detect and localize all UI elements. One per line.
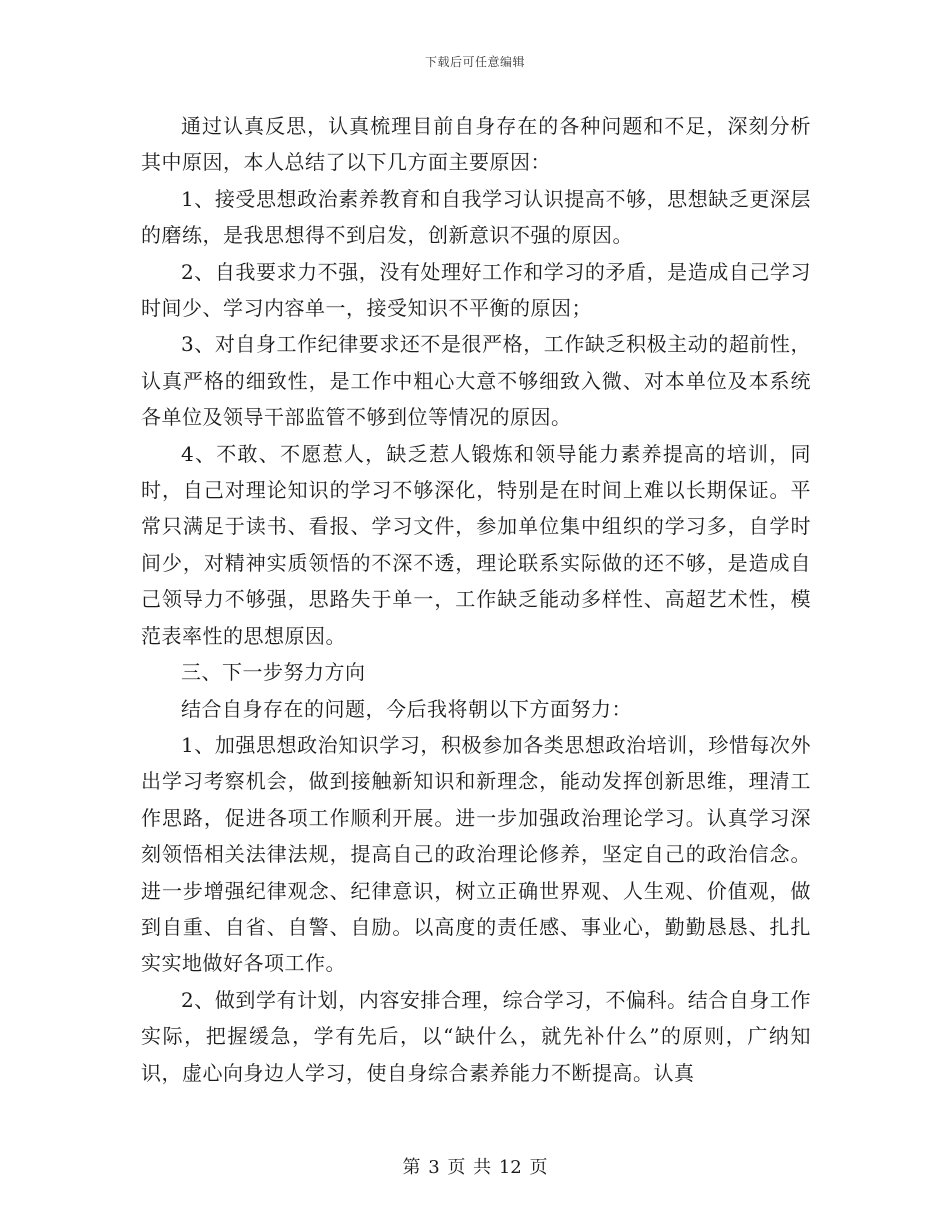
paragraph-cause-1: 1、接受思想政治素养教育和自我学习认识提高不够，思想缺乏更深层的磨练，是我思想得不到启发，创新意识不强的原因。: [141, 186, 811, 248]
page-number: 第 3 页 共 12 页: [402, 1157, 548, 1178]
paragraph-cause-4: 4、不敢、不愿惹人，缺乏惹人锻炼和领导能力素养提高的培训，同时，自己对理论知识的学习不够深化，特别是在时间上难以长期保证。平常只满足于读书、看报、学习文件，参加单位集中组织的学习多，自学时间少，对精神实质领悟的不深不透，理论联系实际做的还不够，是造成自己领导力不够强，思路失于单一，工作缺乏能动多样性、高超艺术性，模范表率性的思想原因。: [141, 441, 811, 648]
header-note: 下载后可任意编辑: [424, 55, 525, 69]
paragraph-direction-intro: 结合自身存在的问题，今后我将朝以下方面努力：: [181, 696, 632, 721]
paragraph-cause-3: 3、对自身工作纪律要求还不是很严格，工作缺乏积极主动的超前性，认真严格的细致性，是工作中粗心大意不够细致入微、对本单位及本系统各单位及领导干部监管不够到位等情况的原因。: [141, 332, 811, 430]
paragraph-intro: 通过认真反思，认真梳理目前自身存在的各种问题和不足，深刻分析其中原因，本人总结了以下几方面主要原因：: [141, 114, 811, 175]
paragraph-direction-2: 2、做到学有计划，内容安排合理，综合学习，不偏科。结合自身工作实际，把握缓急，学有先后，以“缺什么，就先补什么”的原则，广纳知识，虚心向身边人学习，使自身综合素养能力不断提高。认真: [141, 987, 811, 1085]
body-text: [141, 108, 811, 1091]
paragraph-cause-2: 2、自我要求力不强，没有处理好工作和学习的矛盾，是造成自己学习时间少、学习内容单一，接受知识不平衡的原因；: [141, 259, 811, 321]
section-heading: 三、下一步努力方向: [181, 660, 366, 685]
paragraph-direction-1: 1、加强思想政治知识学习，积极参加各类思想政治培训，珍惜每次外出学习考察机会，做到接触新知识和新理念，能动发挥创新思维，理清工作思路，促进各项工作顺利开展。进一步加强政治理论学习。认真学习深刻领悟相关法律法规，提高自己的政治理论修养，坚定自己的政治信念。进一步增强纪律观念、纪律意识，树立正确世界观、人生观、价值观，做到自重、自省、自警、自励。以高度的责任感、事业心，勤勤恳恳、扎扎实实地做好各项工作。: [141, 732, 811, 976]
